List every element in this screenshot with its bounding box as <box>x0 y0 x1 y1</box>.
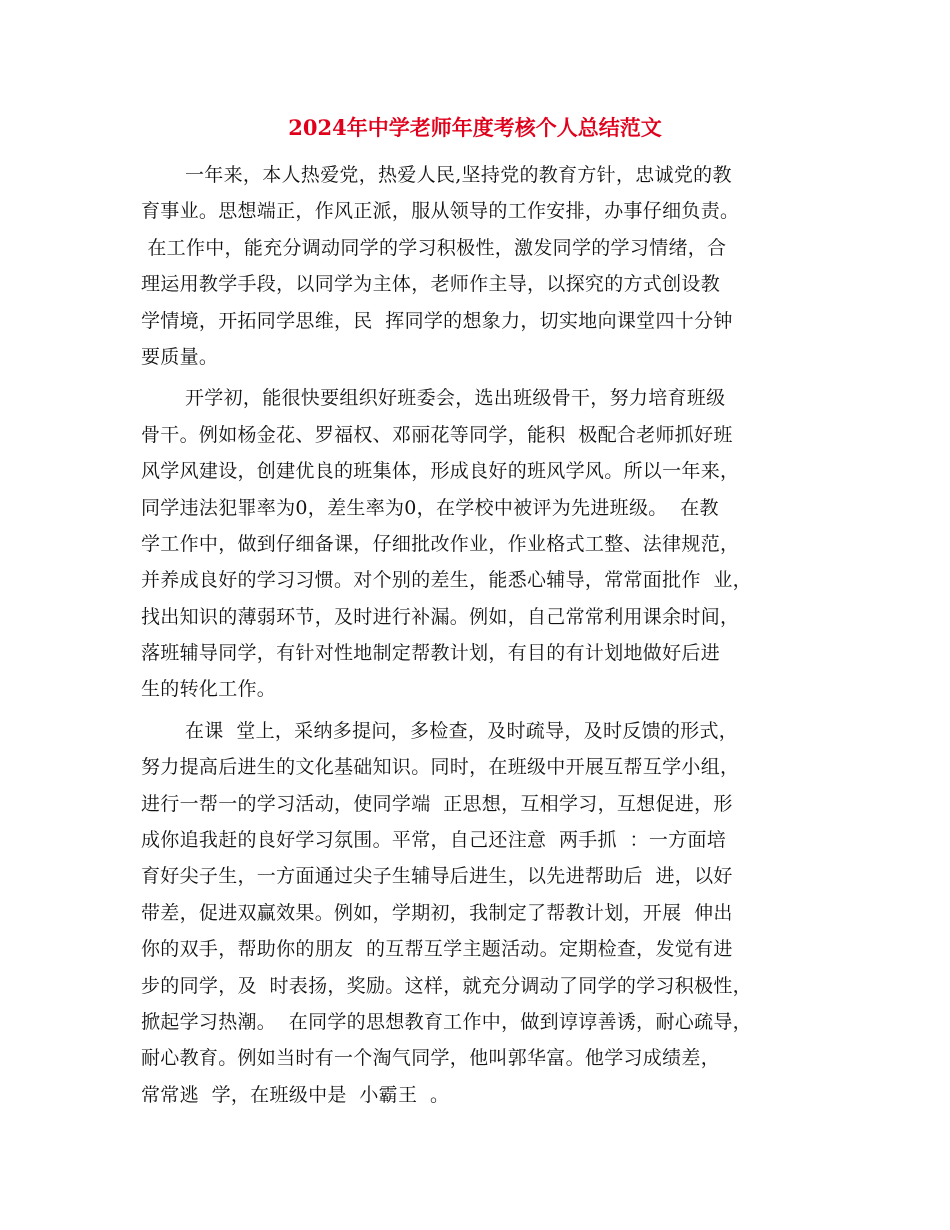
document-title: 2024年中学老师年度考核个人总结范文 <box>288 115 662 140</box>
text-line: 找出知识的薄弱环节，及时进行补漏。例如，自己常常利用课余时间， <box>141 605 740 628</box>
text-line: 学工作中，做到仔细备课，仔细批改作业，作业格式工整、法律规范， <box>141 532 740 555</box>
text-line: 育好尖子生，一方面通过尖子生辅导后进生，以先进帮助后 进，以好 <box>141 865 733 888</box>
text-line: 学情境，开拓同学思维，民 挥同学的想象力，切实地向课堂四十分钟 <box>141 309 733 332</box>
text-line: 理运用教学手段，以同学为主体，老师作主导，以探究的方式创设教 <box>141 273 721 296</box>
text-line: 在课 堂上，采纳多提问，多检查，及时疏导，及时反馈的形式， <box>185 719 739 742</box>
text-line: 一年来，本人热爱党，热爱人民,坚持党的教育方针，忠诚党的教 <box>185 164 732 186</box>
text-line: 同学违法犯罪率为0，差生率为0，在学校中被评为先进班级。 在教 <box>141 496 719 519</box>
document-body <box>141 157 821 1113</box>
text-line: 要质量。 <box>141 345 219 368</box>
text-line: 并养成良好的学习习惯。对个别的差生，能悉心辅导，常常面批作 业， <box>141 569 752 592</box>
text-line: 掀起学习热潮。 在同学的思想教育工作中，做到谆谆善诱，耐心疏导， <box>141 1010 752 1033</box>
text-line: 常常逃 学，在班级中是 小霸王 。 <box>141 1083 450 1106</box>
text-line: 开学初，能很快要组织好班委会，选出班级骨干，努力培育班级 <box>185 387 726 410</box>
text-line: 耐心教育。例如当时有一个淘气同学，他叫郭华富。他学习成绩差， <box>141 1047 721 1070</box>
text-line: 生的转化工作。 <box>141 678 277 701</box>
text-line: 骨干。例如杨金花、罗福权、邓丽花等同学，能积 极配合老师抓好班 <box>141 423 733 446</box>
text-line: 努力提高后进生的文化基础知识。同时，在班级中开展互帮互学小组， <box>141 756 740 779</box>
text-line: 进行一帮一的学习活动，使同学端 正思想，互相学习，互想促进，形 <box>141 792 733 815</box>
text-line: 步的同学，及 时表扬，奖励。这样，就充分调动了同学的学习积极性， <box>141 974 752 997</box>
text-line: 在工作中，能充分调动同学的学习积极性，激发同学的学习情绪，合 <box>141 236 727 259</box>
text-line: 带差，促进双赢效果。例如，学期初，我制定了帮教计划，开展 伸出 <box>141 901 733 924</box>
text-line: 你的双手，帮助你的朋友 的互帮互学主题活动。定期检查，发觉有进 <box>141 938 733 961</box>
text-line: 育事业。思想端正，作风正派，服从领导的工作安排，办事仔细负责。 <box>141 200 740 223</box>
text-line: 落班辅导同学，有针对性地制定帮教计划，有目的有计划地做好后进 <box>141 642 721 665</box>
text-line: 风学风建设，创建优良的班集体，形成良好的班风学风。所以一年来， <box>141 460 740 483</box>
text-line: 成你追我赶的良好学习氛围。平常，自己还注意 两手抓 ：一方面培 <box>141 829 727 852</box>
